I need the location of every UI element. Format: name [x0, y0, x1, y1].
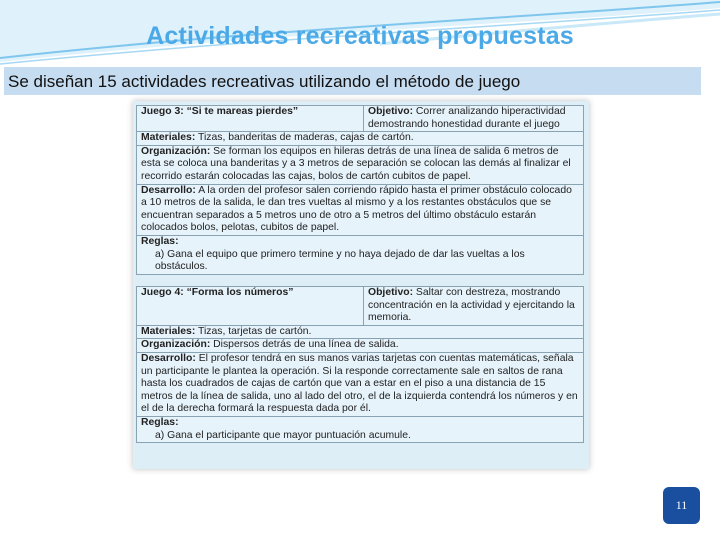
game-materials: Materiales: Tizas, banderitas de maderas, cajas de cartón. — [137, 131, 583, 145]
game-rules: Reglas: a) Gana el participante que mayor puntuación acumule. — [137, 416, 583, 442]
game-development: Desarrollo: El profesor tendrá en sus manos varias tarjetas con cuentas matemáticas, señala un participante le plantea la operación. Si la responde correctamente sale en saltos de rana hasta los cuadrados de cajas de cartón que van a estar en el piso a una distancia de 15 metros de la línea de salida, uno al lado del otro, el de la izquierda contendrá los números y en el de la derecha formará la respuesta dada por él. — [137, 352, 583, 416]
game-materials: Materiales: Tizas, tarjetas de cartón. — [137, 325, 583, 339]
game-objective: Objetivo: Correr analizando hiperactividad demostrando honestidad durante el juego — [368, 106, 566, 130]
game-rules: Reglas: a) Gana el equipo que primero termine y no haya dejado de dar las vueltas a los obstáculos. — [137, 235, 583, 274]
game-card-4 — [136, 286, 584, 443]
game-objective: Objetivo: Saltar con destreza, mostrando concentración en la actividad y ejercitando la memoria. — [368, 287, 575, 324]
game-header — [137, 106, 583, 131]
page-number-badge: 11 — [663, 487, 700, 524]
game-title: Juego 3: “Si te mareas pierdes” — [137, 106, 364, 131]
game-rule-item: a) Gana el participante que mayor puntuación acumule. — [155, 429, 411, 441]
game-title: Juego 4: “Forma los números” — [137, 287, 364, 325]
game-organization: Organización: Dispersos detrás de una línea de salida. — [137, 338, 583, 352]
slide-title: Actividades recreativas propuestas — [146, 22, 574, 50]
slide-subtitle: Se diseñan 15 actividades recreativas utilizando el método de juego — [8, 72, 521, 91]
game-card-3 — [136, 105, 584, 275]
game-organization: Organización: Se forman los equipos en hileras detrás de una línea de salida 6 metros de esta se coloca una banderitas y a 3 metros de separación se colocan las demás al finalizar el recorrido estarán colocadas las cajas, bolos de cartón cubitos de papel. — [137, 145, 583, 184]
document-image — [133, 101, 589, 469]
game-development: Desarrollo: A la orden del profesor salen corriendo rápido hasta el primer obstáculo colocado a 10 metros de la salida, le dan tres vueltas al mismo y a los restantes obstáculos que se encuentran separados a 5 metros uno de otro a 5 metros del último obstáculo estarán colocados bolos, pelotas, cubitos de papel. — [137, 184, 583, 235]
game-rule-item: a) Gana el equipo que primero termine y no haya dejado de dar las vueltas a los obstáculos. — [155, 248, 525, 273]
game-header — [137, 287, 583, 325]
